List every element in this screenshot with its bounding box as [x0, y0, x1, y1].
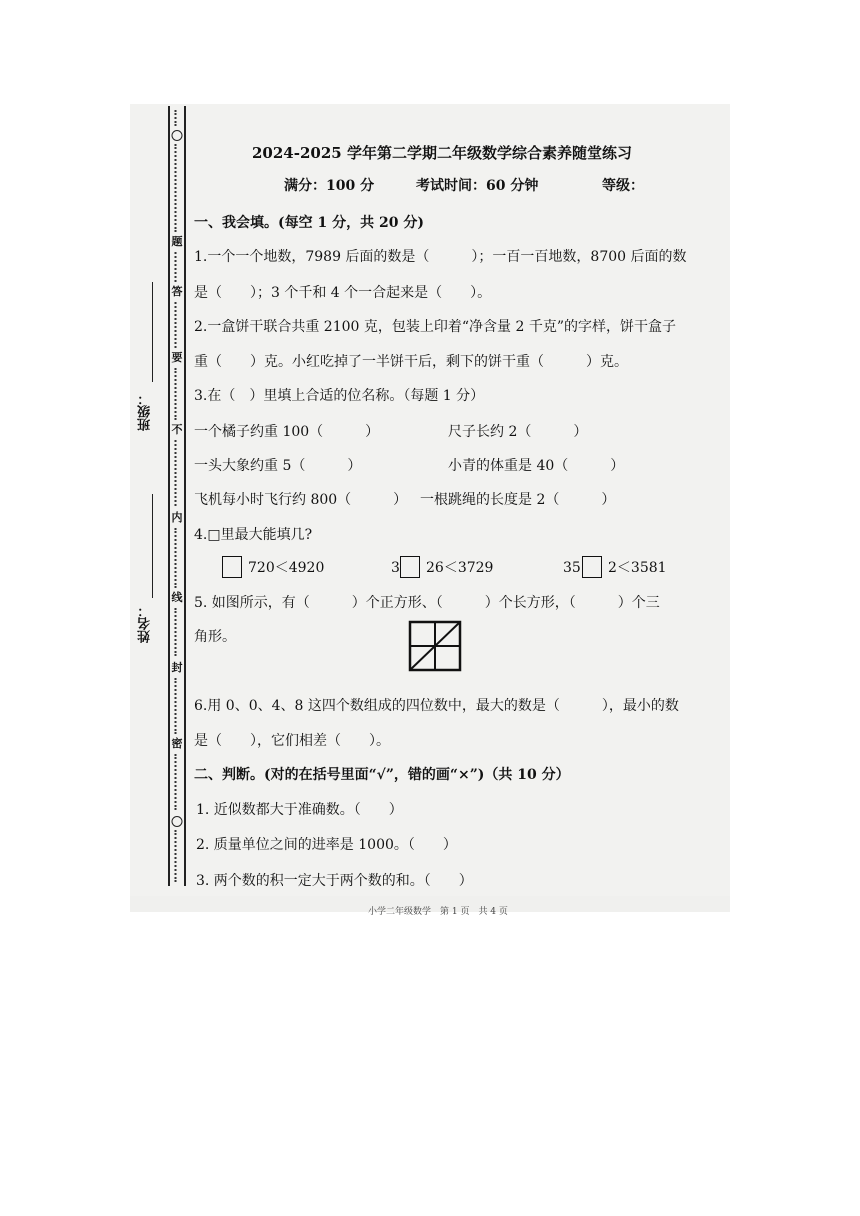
q3-heading: 3.在（ ）里填上合适的位名称。（每题 1 分）: [194, 388, 485, 404]
name-label: 姓名：: [138, 604, 153, 643]
binding-dots: [175, 144, 180, 232]
class-label: 班级：: [138, 392, 153, 431]
grade-field: 等级：: [602, 178, 644, 194]
binding-label: 内: [171, 511, 183, 524]
binding-hole-icon: [172, 130, 183, 141]
q4-answer-box[interactable]: [400, 556, 420, 578]
class-underline[interactable]: [152, 282, 153, 382]
binding-dots: [175, 528, 180, 588]
binding-label: 要: [171, 351, 183, 364]
q5-line1: 5. 如图所示，有（ ）个正方形、（ ）个长方形，（ ）个三: [194, 595, 660, 611]
binding-label: 密: [171, 737, 183, 750]
binding-dots: [175, 252, 180, 282]
q4-c-prefix: 35: [563, 560, 581, 576]
q2-line1: 2.一盒饼干联合共重 2100 克，包装上印着“净含量 2 千克”的字样，饼干盒子: [194, 319, 677, 335]
q2-line2: 重（ ）克。小红吃掉了一半饼干后，剩下的饼干重（ ）克。: [194, 354, 628, 370]
binding-hole-icon: [172, 816, 183, 827]
binding-dots: [175, 678, 180, 734]
binding-label: 不: [171, 423, 183, 436]
section2-heading: 二、判断。(对的在括号里面“√”，错的画“×”)（共 10 分）: [194, 767, 570, 783]
binding-strip: [168, 106, 186, 886]
binding-dots: [175, 302, 180, 348]
q6-line1: 6.用 0、0、4、8 这四个数组成的四位数中，最大的数是（ ），最小的数: [194, 698, 679, 714]
q4-answer-box[interactable]: [222, 556, 242, 578]
q6-line2: 是（ ），它们相差（ ）。: [194, 733, 390, 749]
q3-item: 尺子长约 2（ ）: [448, 424, 588, 440]
binding-label: 题: [171, 235, 183, 248]
q4-b-text: 26＜3729: [426, 560, 494, 576]
binding-label: 线: [171, 591, 183, 604]
q3-item: 一个橘子约重 100（ ）: [194, 424, 380, 440]
q4-b-prefix: 3: [391, 560, 400, 576]
q4-heading: 4.□里最大能填几?: [194, 527, 313, 543]
q4-answer-box[interactable]: [582, 556, 602, 578]
binding-dots: [175, 830, 180, 882]
full-score: 满分：100 分: [284, 178, 375, 194]
binding-dots: [175, 110, 180, 126]
q4-c-text: 2＜3581: [608, 560, 667, 576]
judge-item: 1. 近似数都大于准确数。（ ）: [196, 802, 403, 818]
binding-dots: [175, 440, 180, 506]
section1-heading: 一、我会填。(每空 1 分，共 20 分): [194, 215, 424, 231]
q5-figure: [408, 620, 462, 672]
q1-line2: 是（ ）；3 个千和 4 个一合起来是（ ）。: [194, 285, 492, 301]
binding-dots: [175, 754, 180, 810]
binding-label: 答: [171, 285, 183, 298]
q3-item: 一根跳绳的长度是 2（ ）: [420, 492, 616, 508]
q3-item: 一头大象约重 5（ ）: [194, 458, 362, 474]
exam-title: 2024-2025 学年第二学期二年级数学综合素养随堂练习: [252, 144, 632, 162]
binding-label: 封: [171, 661, 183, 674]
q3-item: 小青的体重是 40（ ）: [448, 458, 625, 474]
binding-dots: [175, 608, 180, 656]
q4-a-text: 720＜4920: [248, 560, 325, 576]
binding-dots: [175, 368, 180, 420]
name-underline[interactable]: [152, 494, 153, 598]
q3-item: 飞机每小时飞行约 800（ ）: [194, 492, 408, 508]
q1-line1: 1.一个一个地数，7989 后面的数是（ ）；一百一百地数，8700 后面的数: [194, 249, 687, 265]
judge-item: 2. 质量单位之间的进率是 1000。（ ）: [196, 837, 457, 853]
judge-item: 3. 两个数的积一定大于两个数的和。（ ）: [196, 873, 473, 889]
q5-line2: 角形。: [194, 629, 236, 645]
exam-time: 考试时间：60 分钟: [416, 178, 539, 194]
page-footer: 小学二年级数学 第 1 页 共 4 页: [368, 907, 508, 917]
